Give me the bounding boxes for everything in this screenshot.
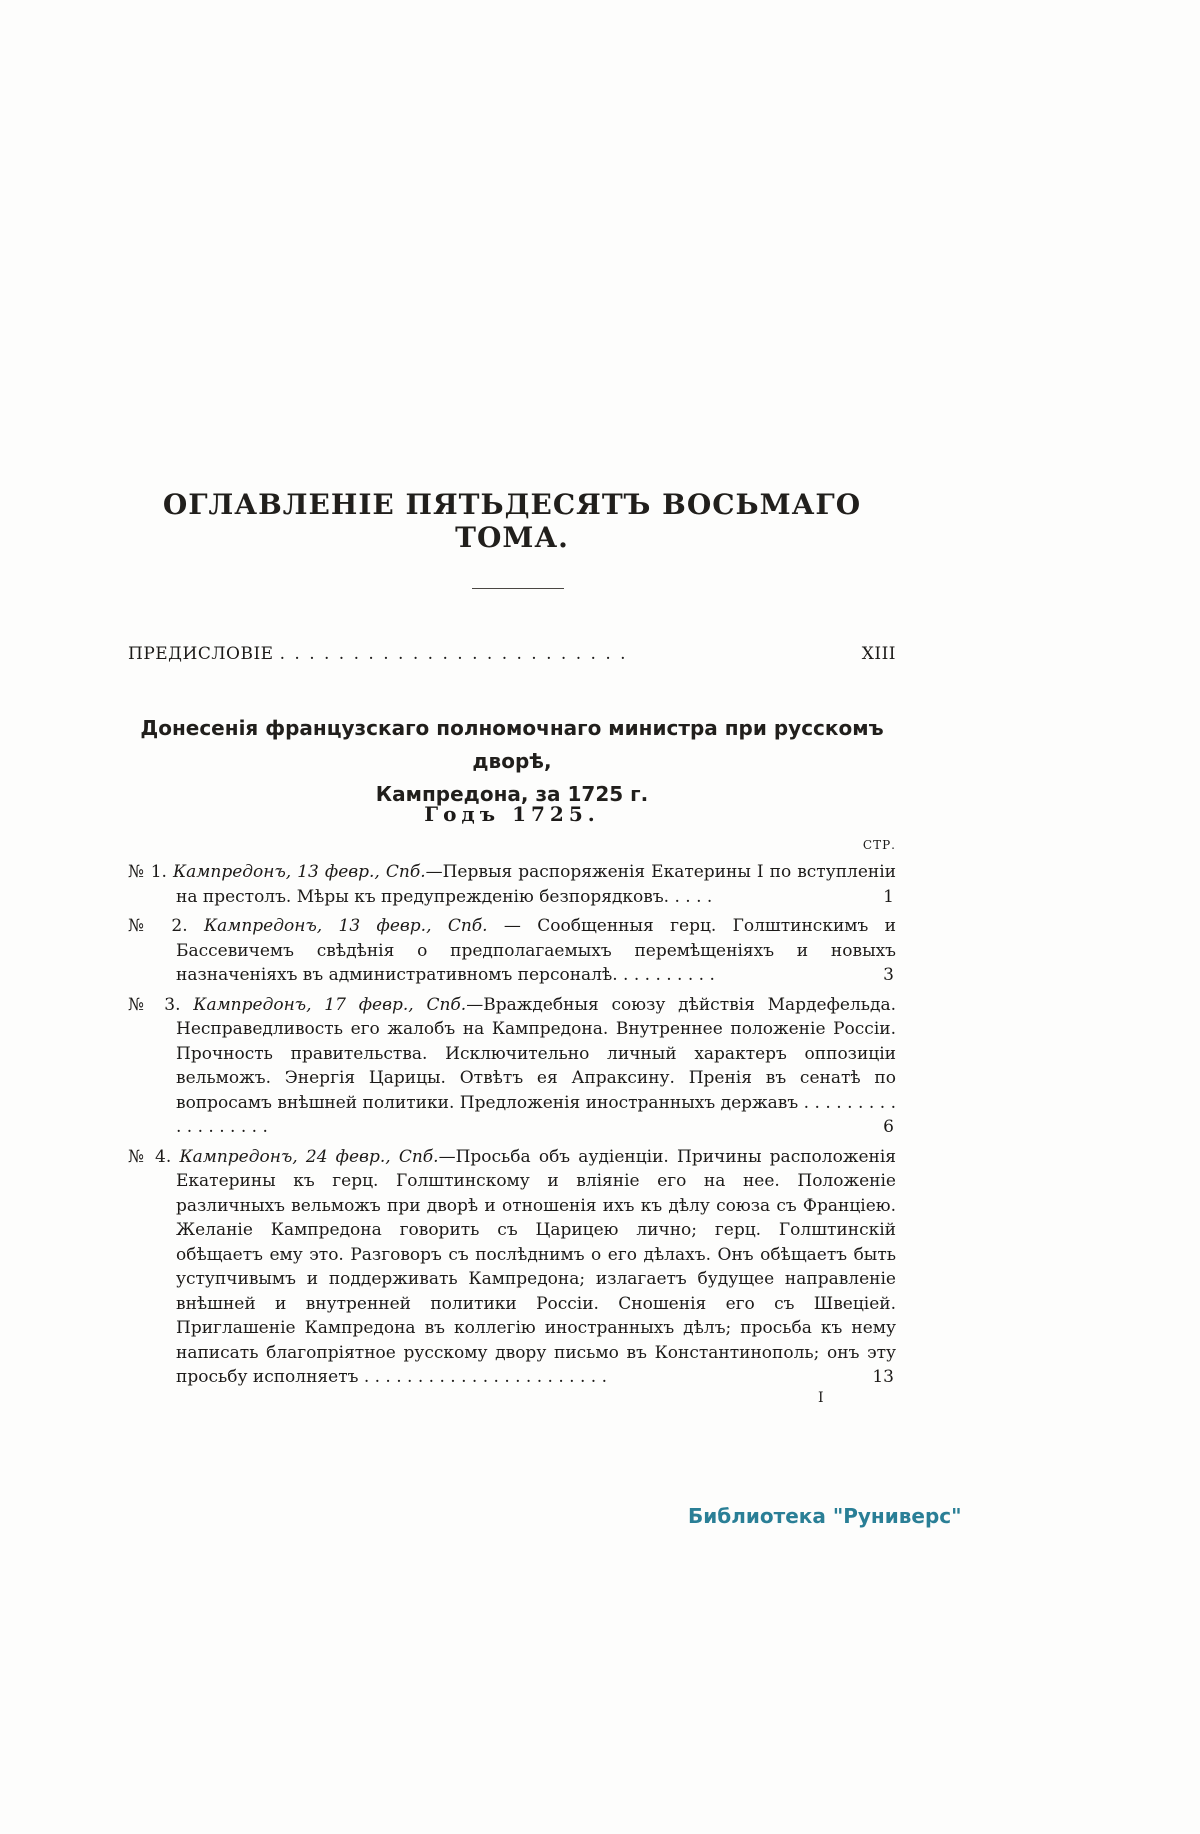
entry-body: — Сообщенныя герц. Голштинскимъ и Бассевичемъ свѣдѣнія о предполагаемыхъ перемѣщеніяхъ и новыхъ назначеніяхъ въ административномъ персоналѣ. . . . . . . . . . (176, 916, 896, 985)
dot-leader: . . . . . . . . . . . . . . . . . . . . . . . . (279, 644, 628, 664)
entry-number: № 2. (128, 916, 188, 936)
toc-entry (128, 993, 896, 1140)
entry-head: Кампредонъ, 24 февр., Спб. (179, 1146, 439, 1167)
year-heading: Годъ 1725. (424, 802, 600, 826)
entry-page-number: 3 (877, 963, 894, 988)
entry-page-number: 1 (877, 885, 894, 910)
preface-line (128, 644, 896, 664)
entry-page-number: 6 (877, 1115, 894, 1140)
section-heading (128, 712, 896, 811)
page-title: ОГЛАВЛЕНІЕ ПЯТЬДЕСЯТЪ ВОСЬМАГО ТОМА. (162, 488, 862, 554)
entry-page-number: 13 (866, 1365, 894, 1390)
entry-body: —Просьба объ аудіенціи. Причины расположенія Екатерины къ герц. Голштинскому и вліяніе его на нее. Положеніе различныхъ вельможъ при дворѣ и отношенія ихъ къ дѣлу союза съ Франціею. Желаніе Кампредона говорить съ Царицею лично; герц. Голштинскій обѣщаетъ ему это. Разговоръ съ послѣднимъ о его дѣлахъ. Онъ обѣщаетъ быть уступчивымъ и поддерживать Кампредона; излагаетъ будущее направленіе внѣшней и внутренней политики Россіи. Сношенія его съ Швеціей. Приглашеніе Кампредона въ коллегію иностранныхъ дѣлъ; просьба къ нему написать благопріятное русскому двору письмо въ Константинополь; онъ эту просьбу исполняетъ . . . . . . . . . . . . . . . . . . . . . . . (176, 1146, 897, 1387)
toc-entry (128, 914, 896, 988)
toc-entry (128, 860, 896, 909)
divider-rule (472, 588, 564, 589)
watermark: Библиотека "Руниверс" (688, 1504, 962, 1528)
page-column-label: СТР. (862, 838, 896, 852)
toc-entry (128, 1145, 896, 1390)
preface-page-number: XIII (861, 644, 896, 664)
toc-entries (128, 860, 896, 1395)
entry-head: Кампредонъ, 13 февр., Спб. (172, 862, 426, 882)
section-heading-line2: Кампредона, за 1725 г. (375, 782, 649, 806)
entry-head: Кампредонъ, 13 февр., Спб. (203, 916, 488, 936)
entry-body: —Первыя распоряженія Екатерины I по вступленіи на престолъ. Мѣры къ предупрежденію безпорядковъ. . . . . (176, 862, 897, 907)
entry-number: № 3. (128, 994, 181, 1015)
entry-head: Кампредонъ, 17 февр., Спб. (193, 994, 467, 1015)
preface-label: ПРЕДИСЛОВІЕ (128, 644, 274, 664)
section-heading-line1: Донесенія французскаго полномочнаго министра при русскомъ дворѣ, (140, 716, 884, 773)
entry-body: —Враждебныя союзу дѣйствія Мардефельда. Несправедливость его жалобъ на Кампредона. Внутреннее положеніе Россіи. Прочность правительства. Исключительно личный характеръ оппозиціи вельможъ. Энергія Царицы. Отвѣтъ ея Апраксину. Пренія въ сенатѣ по вопросамъ внѣшней политики. Предложенія иностранныхъ державъ . . . . . . . . . . . . . . . . . . (176, 994, 897, 1137)
entry-number: № 4. (128, 1146, 172, 1167)
signature-mark: I (818, 1390, 825, 1406)
entry-number: № 1. (128, 862, 167, 882)
